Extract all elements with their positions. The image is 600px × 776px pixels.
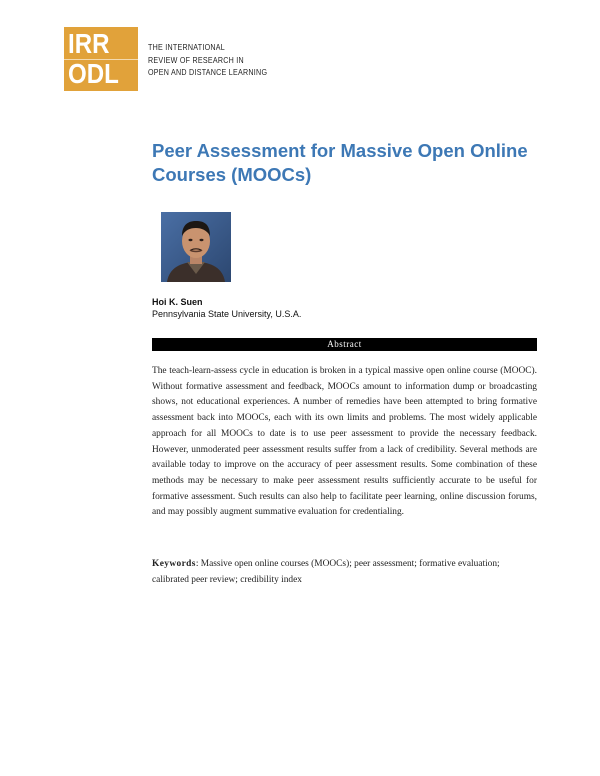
journal-name-line-2: REVIEW OF RESEARCH IN [148, 54, 244, 65]
keywords [152, 557, 537, 588]
author-name: Hoi K. Suen [152, 297, 203, 307]
keywords-label: Keywords [152, 559, 196, 569]
keywords-text: : Massive open online courses (MOOCs); peer assessment; formative evaluation; calibrated peer review; credibility index [152, 559, 500, 585]
author-portrait-image [161, 212, 231, 282]
abstract-heading: Abstract [152, 338, 537, 351]
journal-name [148, 41, 267, 79]
article-title: Peer Assessment for Massive Open Online Courses (MOOCs) [152, 140, 528, 185]
logo-text-bottom: ODL [68, 58, 119, 89]
logo-text-top: IRR [68, 28, 110, 59]
journal-name-line-1: THE INTERNATIONAL [148, 42, 225, 52]
journal-logo [64, 27, 138, 91]
author-affiliation: Pennsylvania State University, U.S.A. [152, 309, 302, 319]
abstract-text: The teach-learn-assess cycle in education is broken in a typical massive open online course (MOOC). Without formative assessment and feedback, MOOCs amount to information dump or broadcasting shows, not educational experiences. A number of remedies have been attempted to bring formative assessment back into MOOCs, each with its own limits and problems. The most widely applicable approach for all MOOCs to date is to use peer assessment to provide the necessary feedback. However, unmoderated peer assessment results suffer from a lack of credibility. Several methods are available today to improve on the accuracy of peer assessment results. Some combination of these methods may be necessary to make peer assessment results sufficiently accurate to be useful for formative assessment. Such results can also help to facilitate peer learning, online discussion forums, and may possibly augment summative evaluation for credentialing. [152, 366, 537, 518]
journal-name-line-3: OPEN AND DISTANCE LEARNING [148, 67, 268, 77]
author-photo [161, 212, 231, 282]
